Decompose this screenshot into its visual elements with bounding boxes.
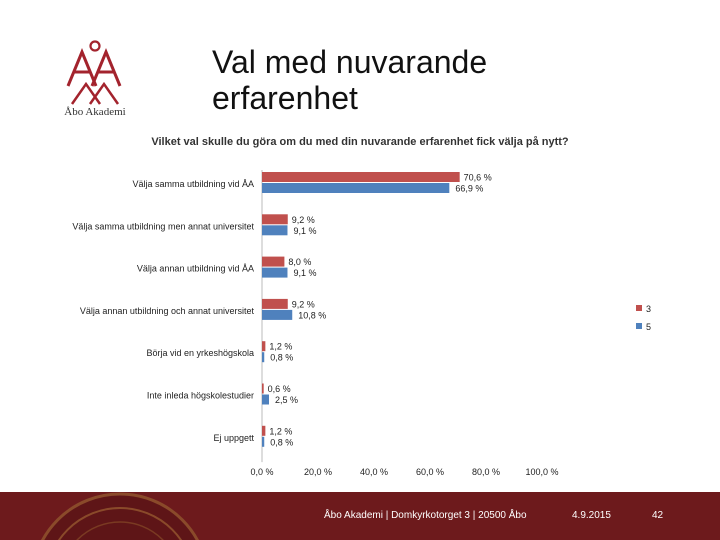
legend-swatch-5 <box>636 323 642 329</box>
data-label-3: 9,2 % <box>291 214 315 225</box>
legend-label-5: 5 <box>646 322 652 332</box>
x-tick-label: 20,0 % <box>303 467 333 477</box>
category-label: Börja vid en yrkeshögskola <box>146 348 254 359</box>
seal-decoration-icon <box>0 492 300 540</box>
bar-5 <box>262 268 287 278</box>
bar-3 <box>262 172 460 182</box>
bar-3 <box>262 384 264 394</box>
x-tick-label: 40,0 % <box>359 467 389 477</box>
data-label-5: 10,8 % <box>298 310 327 321</box>
bar-5 <box>262 437 264 447</box>
legend-label-3: 3 <box>646 304 652 314</box>
data-label-5: 0,8 % <box>270 352 294 363</box>
page-number: 42 <box>652 510 664 521</box>
bar-3 <box>262 426 265 436</box>
bar-3 <box>262 341 265 351</box>
category-label: Välja samma utbildning vid ÅA <box>132 179 254 189</box>
footer-address: Åbo Akademi | Domkyrkotorget 3 | 20500 Åbo <box>324 510 527 521</box>
category-label: Välja samma utbildning men annat universitet <box>72 221 254 232</box>
x-tick-label: 60,0 % <box>415 467 445 477</box>
data-label-3: 1,2 % <box>269 341 293 352</box>
x-tick-label: 80,0 % <box>471 467 501 477</box>
page-title-line2: erfarenhet <box>212 80 358 116</box>
data-label-5: 0,8 % <box>270 437 294 448</box>
bar-3 <box>262 299 288 309</box>
bar-5 <box>262 183 449 193</box>
footer-date: 4.9.2015 <box>572 510 611 521</box>
data-label-5: 9,1 % <box>293 225 317 236</box>
bar-3 <box>262 214 288 224</box>
footer <box>0 492 720 540</box>
data-label-3: 9,2 % <box>291 299 315 310</box>
data-label-3: 1,2 % <box>269 426 293 437</box>
bar-5 <box>262 225 287 235</box>
category-label: Inte inleda högskolestudier <box>146 390 254 401</box>
bar-5 <box>262 395 269 405</box>
page-title-line1: Val med nuvarande <box>212 44 488 80</box>
bar-3 <box>262 257 284 267</box>
category-label: Välja annan utbildning och annat universitet <box>79 305 254 316</box>
data-label-5: 9,1 % <box>293 268 317 279</box>
x-tick-label: 0,0 % <box>250 467 274 477</box>
data-label-3: 0,6 % <box>267 384 291 394</box>
data-label-5: 2,5 % <box>275 395 299 405</box>
legend-swatch-3 <box>636 305 642 311</box>
x-tick-label: 100,0 % <box>525 467 559 477</box>
bar-5 <box>262 352 264 362</box>
logo-text: Åbo Akademi <box>64 106 126 118</box>
category-label: Ej uppgett <box>213 432 254 443</box>
data-label-3: 8,0 % <box>288 257 312 268</box>
data-label-5: 66,9 % <box>455 183 484 194</box>
data-label-3: 70,6 % <box>463 172 492 183</box>
category-label: Välja annan utbildning vid ÅA <box>136 263 254 274</box>
chart-title: Vilket val skulle du göra om du med din nuvarande erfarenhet fick välja på nytt? <box>151 136 569 148</box>
bar-5 <box>262 310 292 320</box>
